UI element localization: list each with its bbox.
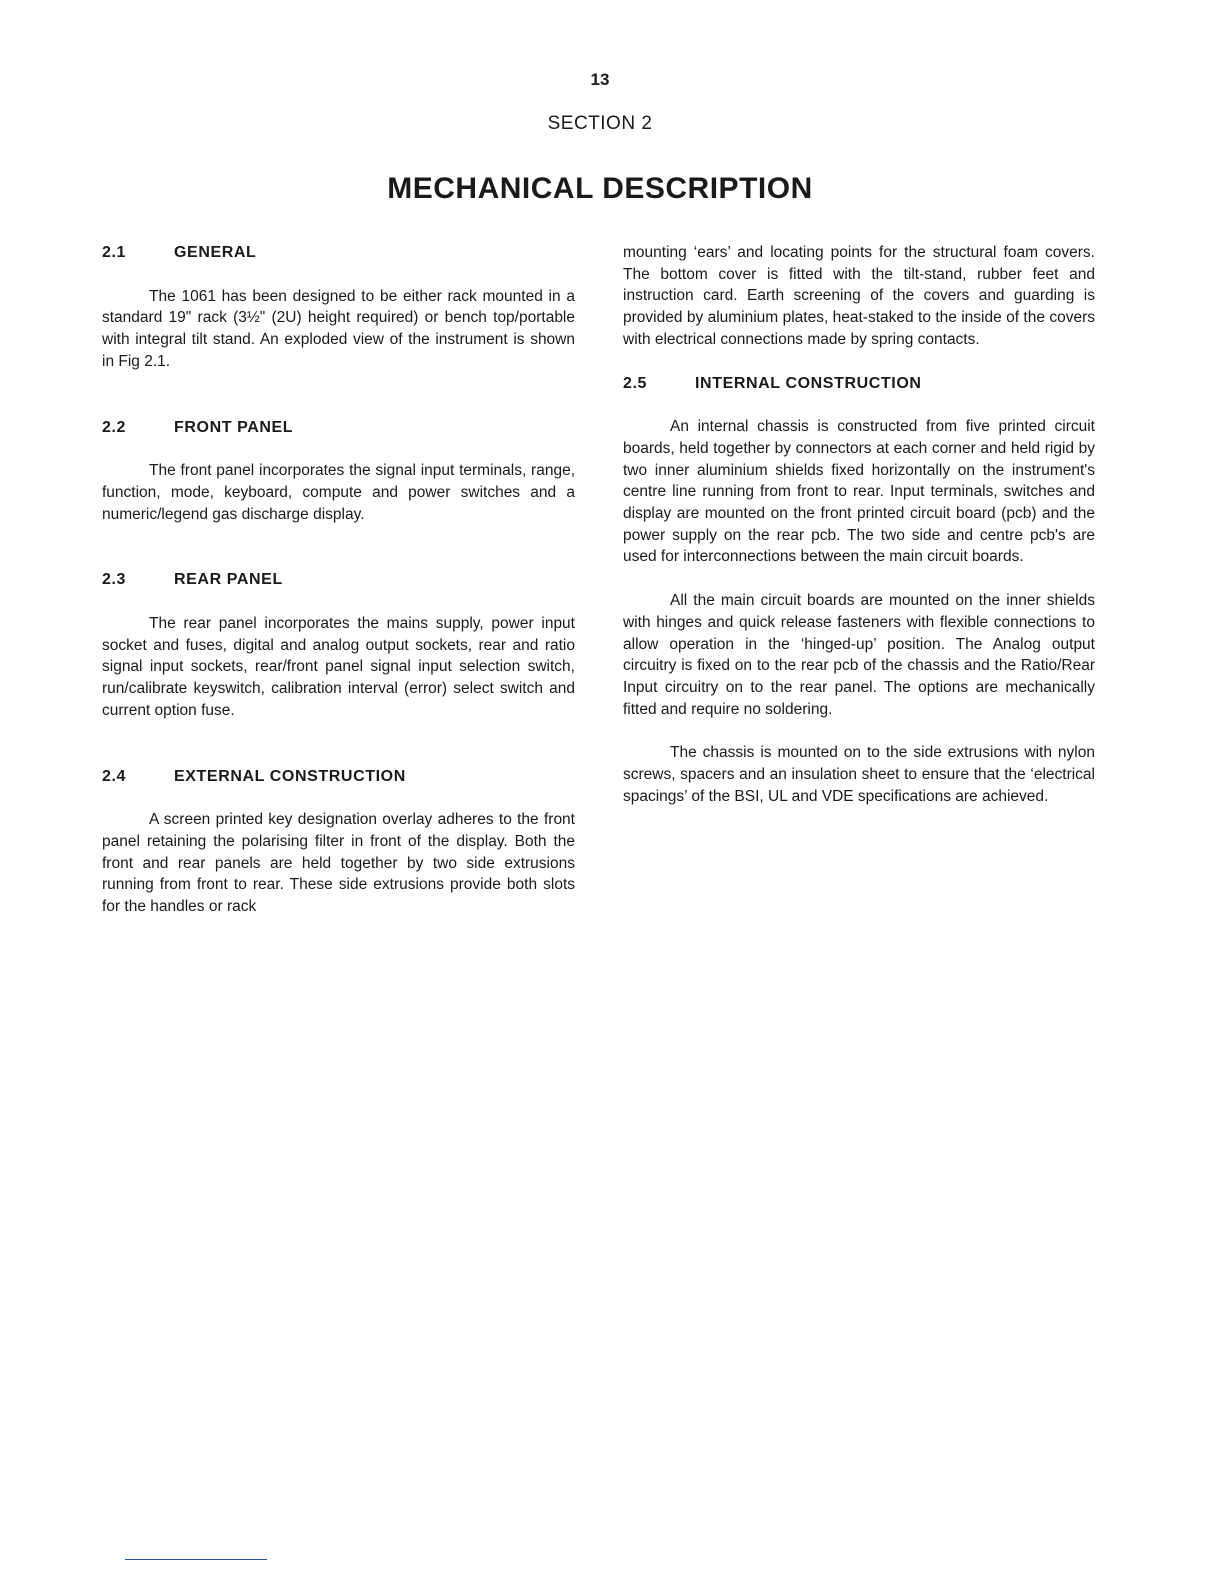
section-title: REAR PANEL bbox=[174, 571, 283, 589]
left-column bbox=[102, 242, 575, 918]
external-construction-continued: mounting ‘ears’ and locating points for the structural foam covers. The bottom cover is fitted with the tilt-stand, rubber feet and instruction card. Earth screening of the covers and guarding is provided by aluminium plates, heat-staked to the inside of the covers with electrical connections made by spring contacts. bbox=[623, 244, 1095, 348]
page-number: 13 bbox=[590, 70, 610, 89]
section-number: 2.4 bbox=[102, 767, 127, 785]
rear-panel-paragraph: The rear panel incorporates the mains supply, power input socket and fuses, digital and analog output sockets, rear and ratio signal input sockets, rear/front panel signal input selection switch, run/calibrate keyswitch, calibration interval (error) select switch and current option fuse. bbox=[102, 615, 575, 719]
section-number: 2.3 bbox=[102, 571, 127, 589]
section-number: 2.5 bbox=[623, 374, 648, 392]
section-title: INTERNAL CONSTRUCTION bbox=[695, 374, 922, 392]
section-heading-external-construction bbox=[102, 766, 575, 788]
front-panel-paragraph: The front panel incorporates the signal input terminals, range, function, mode, keyboard, compute and power switches and a numeric/legend gas discharge display. bbox=[102, 462, 575, 523]
internal-construction-paragraph: All the main circuit boards are mounted on the inner shields with hinges and quick release fasteners with flexible connections to allow operation in the ‘hinged-up’ position. The Analog output circuitry is fixed on to the rear pcb of the chassis and the Ratio/Rear Input circuitry on to the rear panel. The options are mechanically fitted and require no soldering. bbox=[623, 592, 1095, 718]
section-heading-general bbox=[102, 242, 575, 264]
section-number: 2.2 bbox=[102, 418, 127, 436]
section-title: GENERAL bbox=[174, 244, 257, 261]
section-heading-rear-panel bbox=[102, 569, 575, 591]
section-heading-internal-construction bbox=[623, 373, 1095, 395]
section-label: SECTION 2 bbox=[547, 113, 653, 134]
internal-construction-paragraph: An internal chassis is constructed from five printed circuit boards, held together by connectors at each corner and held rigid by two inner aluminium shields fixed horizontally on the instrument's centre line running from front to rear. Input terminals, switches and display are mounted on the front printed circuit board (pcb) and the power supply on the rear pcb. The two side and centre pcb's are used for interconnections between the main circuit boards. bbox=[623, 418, 1095, 566]
general-paragraph: The 1061 has been designed to be either rack mounted in a standard 19" rack (3½" (2U) height required) or bench top/portable with integral tilt stand. An exploded view of the instrument is shown in Fig 2.1. bbox=[102, 287, 575, 370]
section-title: EXTERNAL CONSTRUCTION bbox=[174, 767, 406, 785]
footer-rule bbox=[125, 1559, 267, 1560]
section-title: FRONT PANEL bbox=[174, 418, 294, 436]
external-construction-paragraph: A screen printed key designation overlay adheres to the front panel retaining the polarising filter in front of the display. Both the front and rear panels are held together by two side extrusions running from front to rear. These side extrusions provide both slots for the handles or rack bbox=[102, 811, 575, 916]
section-number: 2.1 bbox=[102, 244, 127, 261]
section-heading-front-panel bbox=[102, 417, 575, 439]
internal-construction-paragraph: The chassis is mounted on to the side extrusions with nylon screws, spacers and an insulation sheet to ensure that the ‘electrical spacings’ of the BSI, UL and VDE specifications are achieved. bbox=[623, 744, 1095, 805]
page-title: MECHANICAL DESCRIPTION bbox=[387, 172, 813, 205]
right-column bbox=[623, 242, 1095, 807]
